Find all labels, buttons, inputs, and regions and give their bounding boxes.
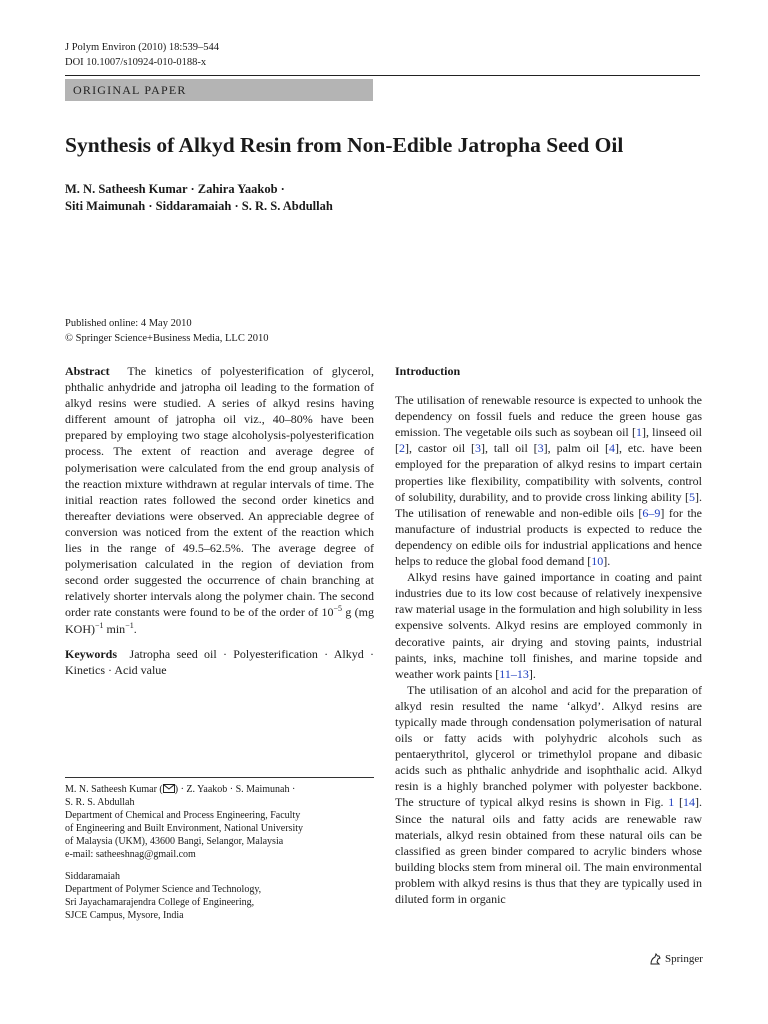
figure-link[interactable]: 1 bbox=[668, 795, 675, 810]
affiliation-1-line-5: of Malaysia (UKM), 43600 Bangi, Selangor, Malaysia bbox=[65, 835, 284, 847]
affiliation-2-line-1: Siddaramaiah bbox=[65, 871, 120, 883]
author-email[interactable]: e-mail: satheeshnag@gmail.com bbox=[65, 848, 196, 860]
publication-info bbox=[65, 316, 268, 346]
paper-title: Synthesis of Alkyd Resin from Non-Edible Jatropha Seed Oil bbox=[65, 133, 624, 157]
envelope-icon bbox=[163, 784, 175, 793]
rate-end: . bbox=[133, 621, 137, 636]
intro-paragraph-3: The utilisation of an alcohol and acid for the preparation of alkyd resin resulted the name ‘alkyd’. Alkyd resins are typically made through condensation polymerisation of natural oils or fatty acids with polyhydric alcohols such as pentaerythritol, glycerol or trimethylol propane and dibasic acids such as phthalic anhydride and isophthalic acid. Alkyd resin is a highly branched polymer with polyester backbone. The structure of typical alkyd resins is shown in Fig. 1 [14]. Since the natural oils and fatty acids are renewable raw materials, alkyd resin obtained from these natural oils can be classified as green binder compared to acrylic binders whose building blocks stem from mineral oil. The main environmental problem with alkyd resins is thus that they are typically used in diluted form in organic bbox=[395, 682, 702, 906]
affiliation-2-line-2: Department of Polymer Science and Technology, bbox=[65, 884, 262, 896]
keywords-label: Keywords bbox=[65, 646, 117, 661]
author-line-1: M. N. Satheesh Kumar · Zahira Yaakob · bbox=[65, 182, 285, 196]
affiliation-1-line-3: Department of Chemical and Process Engineering, Faculty bbox=[65, 809, 301, 821]
affiliations bbox=[65, 784, 374, 923]
intro-paragraph-2: Alkyd resins have gained importance in coating and paint industries due to its low cost because of relatively inexpensive raw material usage in the formulation and high solubility in less expensive solvents. Alkyd resins are employed commonly in decorative paints, air drying and stoving paints, industrial paints, inks, machine toll finishes, and marine topside and weather work paints [11–13]. bbox=[395, 570, 702, 681]
rate-exp-2: −1 bbox=[95, 620, 104, 630]
publisher-footer bbox=[648, 952, 703, 966]
left-column bbox=[65, 363, 374, 678]
affiliation-2-line-4: SJCE Campus, Mysore, India bbox=[65, 910, 184, 922]
affiliation-rule bbox=[65, 777, 374, 778]
author-list bbox=[65, 181, 333, 215]
keywords-text: Jatropha seed oil · Polyesterification · Alkyd · Kinetics · Acid value bbox=[65, 646, 374, 677]
citation-link[interactable]: 14 bbox=[683, 795, 695, 810]
affiliation-1-line-1: M. N. Satheesh Kumar ( ) · Z. Yaakob · S. Maimunah · bbox=[65, 784, 296, 795]
published-date: Published online: 4 May 2010 bbox=[65, 318, 192, 329]
springer-horse-icon bbox=[648, 952, 662, 966]
citation-link[interactable]: 1 bbox=[635, 425, 642, 440]
abstract-label: Abstract bbox=[65, 364, 110, 378]
citation-link[interactable]: 2 bbox=[399, 441, 405, 456]
journal-citation: J Polym Environ (2010) 18:539–544 bbox=[65, 42, 219, 53]
citation-link[interactable]: 11–13 bbox=[499, 666, 529, 681]
rate-exp-3: −1 bbox=[125, 620, 134, 630]
author-line-2: Siti Maimunah · Siddaramaiah · S. R. S. Abdullah bbox=[65, 199, 333, 213]
citation-link[interactable]: 3 bbox=[475, 441, 481, 456]
abstract bbox=[65, 363, 374, 637]
header-rule bbox=[65, 75, 700, 76]
doi[interactable]: DOI 10.1007/s10924-010-0188-x bbox=[65, 57, 207, 68]
citation-link[interactable]: 4 bbox=[609, 441, 616, 456]
intro-paragraph-1: The utilisation of renewable resource is expected to unhook the dependency on fossil fuels and reduce the green house gas emission. The vegetable oils such as soybean oil [1], linseed oil [2], castor oil [3], tall oil [3], palm oil [4], etc. have been employed for the preparation of alkyd resins to impart certain properties like flexibility, compatibility with solvents, control of solubility, durability, and to provide cross linking ability [5]. The utilisation of renewable and non-edible oils [6–9] for the manufacture of industrial products is expected to reduce the dependency on edible oils for industrial applications and hence helps to reduce the global food demand [10]. bbox=[395, 393, 702, 569]
affiliation-1-line-4: of Engineering and Built Environment, National University bbox=[65, 822, 304, 834]
citation-link[interactable]: 10 bbox=[591, 554, 604, 569]
citation-link[interactable]: 3 bbox=[537, 441, 544, 456]
citation-link[interactable]: 6–9 bbox=[642, 505, 661, 520]
copyright-notice: © Springer Science+Business Media, LLC 2010 bbox=[65, 333, 269, 344]
rate-mid: g (mg KOH) bbox=[65, 605, 374, 636]
citation-link[interactable]: 5 bbox=[689, 489, 695, 504]
affiliation-2-line-3: Sri Jayachamarajendra College of Engineering, bbox=[65, 897, 255, 909]
abstract-text: The kinetics of polyesterification of glycerol, phthalic anhydride and jatropha oil leading to the formation of alkyd resins were studied. A series of alkyd resins having different amount of jatropha oil viz., 40–80% have been prepared by employing two stage alcoholysis-polyesterification process. The extent of reaction and average degree of polymerisation were calculated from the end group analysis of the reaction mixture withdrawn at regular intervals of time. The initial reaction rates followed the second order kinetics and thereafter deviations were observed. An appreciable degree of conversion was noticed from the extent of the reaction which lies in the range of 49.5–62.5%. The average degree of polymerisation calculated in the region of deviation from second order suggested the occurrence of chain branching at relatively shorter intervals along the polymer chain. The second order rate constants were found to be of the order of bbox=[65, 364, 375, 620]
keywords bbox=[65, 646, 374, 678]
rate-unit: min bbox=[103, 621, 126, 636]
rate-base: 10 bbox=[321, 605, 334, 620]
right-column bbox=[395, 363, 702, 907]
affiliation-1-line-2: S. R. S. Abdullah bbox=[65, 796, 135, 808]
introduction-heading: Introduction bbox=[395, 364, 461, 378]
article-type-label: ORIGINAL PAPER bbox=[73, 83, 187, 97]
article-type-band bbox=[65, 79, 373, 101]
journal-info bbox=[65, 40, 219, 70]
publisher-name: Springer bbox=[665, 953, 703, 965]
rate-exp-1: −5 bbox=[333, 604, 343, 614]
